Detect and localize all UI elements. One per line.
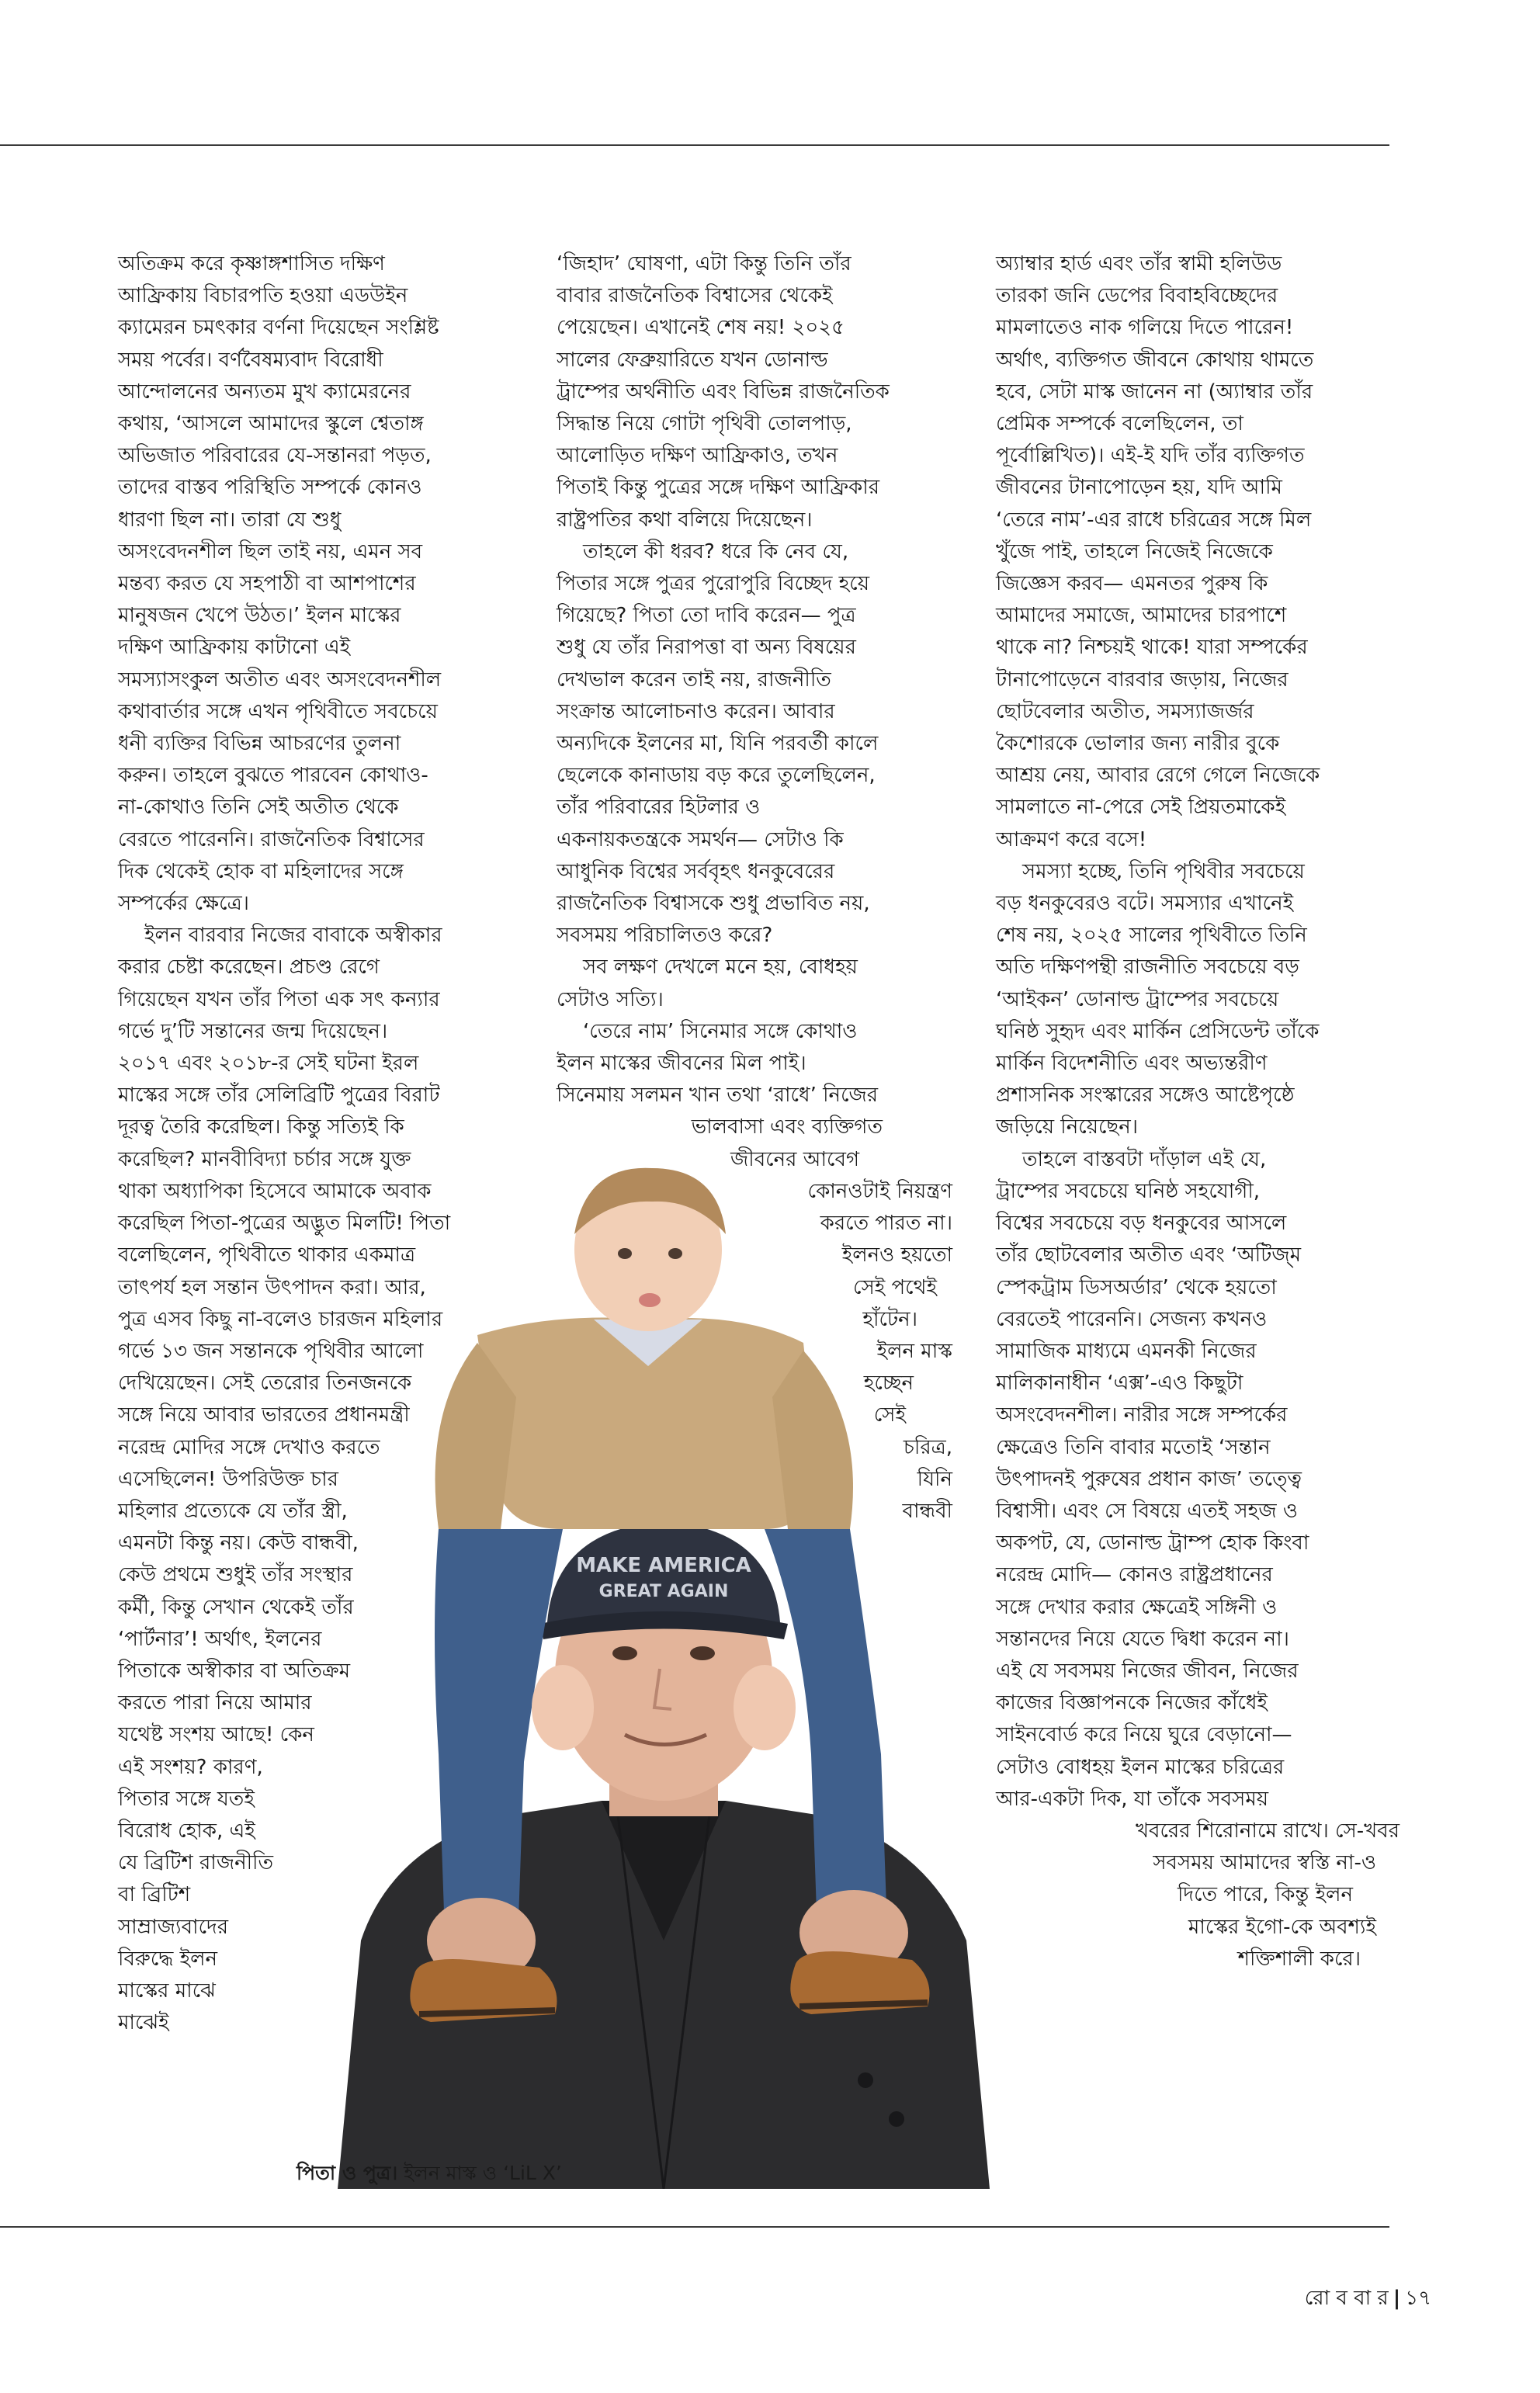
text-line: অতি দক্ষিণপন্থী রাজনীতি সবচেয়ে বড় <box>996 955 1299 980</box>
text-line: ক্ষেত্রেও তিনি বাবার মতোই ‘সন্তান <box>996 1435 1271 1459</box>
text-line: আধুনিক বিশ্বের সর্ববৃহৎ ধনকুবেরের <box>557 859 835 883</box>
text-line: পেয়েছেন। এখানেই শেষ নয়! ২০২৫ <box>557 316 845 340</box>
photo-caption <box>297 2158 562 2191</box>
text-line: ২০১৭ এবং ২০১৮-র সেই ঘটনা ইরল <box>118 1052 419 1076</box>
text-line: পিতার সঙ্গে যতই <box>118 1787 255 1811</box>
text-line: বিশ্বের সবচেয়ে বড় ধনকুবের আসলে <box>996 1212 1287 1236</box>
text-line: সেটাও বোধহয় ইলন মাস্কের চরিত্রের <box>996 1755 1285 1779</box>
text-line: প্রেমিক সম্পর্কে বলেছিলেন, তা <box>996 412 1243 436</box>
text-line: দক্ষিণ আফ্রিকায় কাটানো এই <box>118 636 351 660</box>
article-column-2 <box>557 248 960 1528</box>
text-line: ‘পার্টনার’! অর্থাৎ, ইলনের <box>118 1627 322 1651</box>
text-line: তারকা জনি ডেপের বিবাহবিচ্ছেদের <box>996 284 1278 308</box>
text-line: খুঁজে পাই, তাহলে নিজেই নিজেকে <box>996 539 1273 564</box>
cap-text: MAKE AMERICA <box>576 1554 751 1577</box>
text-line: করেছিল পিতা-পুত্রের অদ্ভুত মিলটি! পিতা <box>118 1212 451 1236</box>
text-line: ‘জিহাদ’ ঘোষণা, এটা কিন্তু তিনি তাঁর <box>557 252 852 276</box>
text-line: ধনী ব্যক্তির বিভিন্ন আচরণের তুলনা <box>118 732 401 756</box>
text-line: সময় পর্বের। বর্ণবৈষম্যবাদ বিরোধী <box>118 348 383 372</box>
text-line: অভিজাত পরিবারের যে-সন্তানরা পড়ত, <box>118 444 432 468</box>
text-line: এমনটা কিন্তু নয়। কেউ বান্ধবী, <box>118 1531 359 1555</box>
text-line: আন্দোলনের অন্যতম মুখ ক্যামেরনের <box>118 380 411 404</box>
text-line: শেষ নয়, ২০২৫ সালের পৃথিবীতে তিনি <box>996 924 1307 948</box>
text-line: কাজের বিজ্ঞাপনকে নিজের কাঁধেই <box>996 1691 1268 1715</box>
text-line: রাজনৈতিক বিশ্বাসকে শুধু প্রভাবিত নয়, <box>557 892 870 916</box>
text-line: গর্ভে দু’টি সন্তানের জন্ম দিয়েছেন। <box>118 1019 388 1043</box>
text-line: অ্যাম্বার হার্ড এবং তাঁর স্বামী হলিউড <box>996 252 1282 276</box>
caption-text: ইলন মাস্ক ও ‘LiL X’ <box>397 2162 562 2184</box>
text-line: করেছিল? মানবীবিদ্যা চর্চার সঙ্গে যুক্ত <box>118 1147 411 1171</box>
text-line: কৈশোরকে ভোলার জন্য নারীর বুকে <box>996 732 1280 756</box>
bottom-rule <box>0 2226 1389 2228</box>
text-line: আমাদের সমাজে, আমাদের চারপাশে <box>996 604 1287 628</box>
text-line: অর্থাৎ, ব্যক্তিগত জীবনে কোথায় থামতে <box>996 348 1314 372</box>
text-line: তাৎপর্য হল সন্তান উৎপাদন করা। আর, <box>118 1275 426 1299</box>
text-line: বা ব্রিটিশ <box>118 1883 191 1907</box>
text-line: এই যে সবসময় নিজের জীবন, নিজের <box>996 1659 1299 1683</box>
text-line: রাষ্ট্রপতির কথা বলিয়ে দিয়েছেন। <box>557 508 813 532</box>
text-line: আলোড়িত দক্ষিণ আফ্রিকাও, তখন <box>557 444 838 468</box>
text-line: কথায়, ‘আসলে আমাদের স্কুলে শ্বেতাঙ্গ <box>118 412 424 436</box>
text-line: শক্তিশালী করে। <box>1237 1947 1361 1971</box>
text-line: বড় ধনকুবেরও বটে। সমস্যার এখানেই <box>996 892 1294 916</box>
text-line: পূর্বোল্লিখিত)। এই-ই যদি তাঁর ব্যক্তিগত <box>996 444 1305 468</box>
text-line: স্পেকট্রাম ডিসঅর্ডার’ থেকে হয়তো <box>996 1275 1277 1299</box>
text-line: তাহলে বাস্তবটা দাঁড়াল এই যে, <box>1022 1147 1267 1171</box>
text-line: অসংবেদনশীল। নারীর সঙ্গে সম্পর্কের <box>996 1403 1288 1427</box>
text-line: সাম্রাজ্যবাদের <box>118 1915 229 1939</box>
text-line: সন্তানদের নিয়ে যেতে দ্বিধা করেন না। <box>996 1627 1289 1651</box>
text-line: মামলাতেও নাক গলিয়ে দিতে পারেন! <box>996 316 1294 340</box>
text-line: বেরতে পারেননি। রাজনৈতিক বিশ্বাসের <box>118 827 425 851</box>
text-line: পুত্র এসব কিছু না-বলেও চারজন মহিলার <box>118 1307 443 1331</box>
text-line: মাঝেই <box>118 2011 169 2035</box>
text-line: জড়িয়ে নিয়েছেন। <box>996 1115 1139 1139</box>
text-line: করার চেষ্টা করেছেন। প্রচণ্ড রেগে <box>118 955 380 980</box>
folio-separator: | <box>1393 2287 1401 2310</box>
text-line: অতিক্রম করে কৃষ্ণাঙ্গশাসিত দক্ষিণ <box>118 252 385 276</box>
text-line: কেউ প্রথমে শুধুই তাঁর সংস্থার <box>118 1563 353 1587</box>
text-line: দিতে পারে, কিন্তু ইলন <box>1177 1883 1353 1907</box>
text-line: দেখভাল করেন তাই নয়, রাজনীতি <box>557 668 831 692</box>
text-line: আক্রমণ করে বসে! <box>996 827 1147 851</box>
text-line: সঙ্গে দেখার করার ক্ষেত্রেই সঙ্গিনী ও <box>996 1595 1278 1619</box>
cap-text-2: GREAT AGAIN <box>598 1582 729 1601</box>
text-line: সেই <box>873 1403 906 1427</box>
folio <box>1305 2282 1431 2316</box>
text-line: বিরুদ্ধে ইলন <box>118 1947 218 1971</box>
text-line: সবসময় পরিচালিতও করে? <box>557 924 773 948</box>
text-line: পিতার সঙ্গে পুত্রর পুরোপুরি বিচ্ছেদ হয়ে <box>557 572 870 596</box>
text-line: গিয়েছেন যখন তাঁর পিতা এক সৎ কন্যার <box>118 987 440 1011</box>
text-line: তাদের বাস্তব পরিস্থিতি সম্পর্কে কোনও <box>118 476 422 500</box>
text-line: সিনেমায় সলমন খান তথা ‘রাধে’ নিজের <box>557 1084 879 1108</box>
text-line: সালের ফেব্রুয়ারিতে যখন ডোনাল্ড <box>557 348 828 372</box>
text-line: তাহলে কী ধরব? ধরে কি নেব যে, <box>583 539 849 564</box>
text-line: কথাবার্তার সঙ্গে এখন পৃথিবীতে সবচেয়ে <box>118 699 438 723</box>
text-line: সব লক্ষণ দেখলে মনে হয়, বোধহয় <box>583 955 858 980</box>
text-line: জীবনের টানাপোড়েন হয়, যদি আমি <box>996 476 1282 500</box>
text-line: হবে, সেটা মাস্ক জানেন না (অ্যাম্বার তাঁর <box>996 380 1313 404</box>
text-line: মার্কিন বিদেশনীতি এবং অভ্যন্তরীণ <box>996 1052 1268 1076</box>
article-column-3 <box>996 248 1400 1975</box>
text-line: ইলন বারবার নিজের বাবাকে অস্বীকার <box>144 924 442 948</box>
text-line: পিতাই কিন্তু পুত্রের সঙ্গে দক্ষিণ আফ্রিকার <box>557 476 880 500</box>
text-line: বিশ্বাসী। এবং সে বিষয়ে এতই সহজ ও <box>996 1499 1299 1523</box>
text-line: ইলন মাস্ক <box>876 1339 952 1363</box>
text-line: হচ্ছেন <box>863 1372 914 1396</box>
text-line: ভালবাসা এবং ব্যক্তিগত <box>691 1115 883 1139</box>
text-line: বাবার রাজনৈতিক বিশ্বাসের থেকেই <box>557 284 833 308</box>
text-line: আফ্রিকায় বিচারপতি হওয়া এডউইন <box>118 284 408 308</box>
text-line: ‘তেরে নাম’ সিনেমার সঙ্গে কোথাও <box>583 1019 858 1043</box>
text-line: সংক্রান্ত আলোচনাও করেন। আবার <box>557 699 835 723</box>
text-line: করুন। তাহলে বুঝতে পারবেন কোথাও- <box>118 764 428 788</box>
text-line: জিজ্ঞেস করব— এমনতর পুরুষ কি <box>996 572 1268 596</box>
text-line: মানুষজন খেপে উঠত।’ ইলন মাস্কের <box>118 604 401 628</box>
text-line: তাঁর পরিবারের হিটলার ও <box>557 796 761 820</box>
text-line: সিদ্ধান্ত নিয়ে গোটা পৃথিবী তোলপাড়, <box>557 412 852 436</box>
text-line: মাস্কের ইগো-কে অবশ্যই <box>1188 1915 1376 1939</box>
text-line: নরেন্দ্র মোদির সঙ্গে দেখাও করতে <box>118 1435 380 1459</box>
text-line: সামলাতে না-পেরে সেই প্রিয়তমাকেই <box>996 796 1286 820</box>
text-line: দেখিয়েছেন। সেই তেরোর তিনজনকে <box>118 1372 412 1396</box>
text-line: এসেছিলেন! উপরিউক্ত চার <box>118 1467 338 1491</box>
text-line: দূরত্ব তৈরি করেছিল। কিন্তু সত্যিই কি <box>118 1115 404 1139</box>
text-line: সমস্যাসংকুল অতীত এবং অসংবেদনশীল <box>118 668 442 692</box>
text-line: মালিকানাধীন ‘এক্স’-এও কিছুটা <box>996 1372 1243 1396</box>
text-line: নরেন্দ্র মোদি— কোনও রাষ্ট্রপ্রধানের <box>996 1563 1273 1587</box>
text-line: সামাজিক মাধ্যমে এমনকী নিজের <box>996 1339 1257 1363</box>
text-line: যিনি <box>917 1467 952 1491</box>
text-line: সঙ্গে নিয়ে আবার ভারতের প্রধানমন্ত্রী <box>118 1403 410 1427</box>
text-line: তাঁর ছোটবেলার অতীত এবং ‘অটিজ্ম <box>996 1243 1302 1268</box>
text-line: এই সংশয়? কারণ, <box>118 1755 263 1779</box>
text-line: থাকে না? নিশ্চয়ই থাকে! যারা সম্পর্কের <box>996 636 1308 660</box>
text-line: খবরের শিরোনামে রাখে। সে-খবর <box>1135 1819 1400 1843</box>
text-line: হাঁটেন। <box>862 1307 917 1331</box>
text-line: সম্পর্কের ক্ষেত্রে। <box>118 892 249 916</box>
text-line: উৎপাদনই পুরুষের প্রধান কাজ’ তত্ত্বে <box>996 1467 1302 1491</box>
caption-lead: পিতা ও পুত্র। <box>297 2162 398 2184</box>
text-line: জীবনের আবেগ <box>730 1147 859 1171</box>
text-line: টানাপোড়েনে বারবার জড়ায়, নিজের <box>996 668 1289 692</box>
text-line: কোনওটাই নিয়ন্ত্রণ <box>807 1179 952 1203</box>
text-line: করতে পারত না। <box>820 1212 952 1236</box>
text-line: আশ্রয় নেয়, আবার রেগে গেলে নিজেকে <box>996 764 1320 788</box>
text-line: থাকা অধ্যাপিকা হিসেবে আমাকে অবাক <box>118 1179 432 1203</box>
text-line: ‘তেরে নাম’-এর রাধে চরিত্রের সঙ্গে মিল <box>996 508 1312 532</box>
text-line: করতে পারা নিয়ে আমার <box>118 1691 312 1715</box>
text-line: মন্তব্য করত যে সহপাঠী বা আশপাশের <box>118 572 416 596</box>
text-line: মাস্কের মাঝে <box>118 1979 216 2003</box>
text-line: সেই পথেই <box>853 1275 937 1299</box>
text-line: অকপট, যে, ডোনাল্ড ট্রাম্প হোক কিংবা <box>996 1531 1309 1555</box>
text-line: অসংবেদনশীল ছিল তাই নয়, এমন সব <box>118 539 423 564</box>
text-line: ট্রাম্পের সবচেয়ে ঘনিষ্ঠ সহযোগী, <box>996 1179 1261 1203</box>
text-line: সেটাও সত্যি। <box>557 987 664 1011</box>
text-line: আর-একটা দিক, যা তাঁকে সবসময় <box>996 1787 1269 1811</box>
text-line: বিরোধ হোক, এই <box>118 1819 255 1843</box>
text-line: বেরতেই পারেননি। সেজন্য কখনও <box>996 1307 1268 1331</box>
article-column-1 <box>118 248 522 2039</box>
text-line: সমস্যা হচ্ছে, তিনি পৃথিবীর সবচেয়ে <box>1022 859 1305 883</box>
text-line: যে ব্রিটিশ রাজনীতি <box>118 1851 273 1875</box>
text-line: পিতাকে অস্বীকার বা অতিক্রম <box>118 1659 351 1683</box>
text-line: ক্যামেরন চমৎকার বর্ণনা দিয়েছেন সংশ্লিষ্ট <box>118 316 439 340</box>
text-line: ঘনিষ্ঠ সুহৃদ এবং মার্কিন প্রেসিডেন্ট তাঁকে <box>996 1019 1320 1043</box>
text-line: মাস্কের সঙ্গে তাঁর সেলিব্রিটি পুত্রের বিরাট <box>118 1084 440 1108</box>
text-line: গর্ভে ১৩ জন সন্তানকে পৃথিবীর আলো <box>118 1339 424 1363</box>
text-line: একনায়কতন্ত্রকে সমর্থন— সেটাও কি <box>557 827 844 851</box>
text-line: গিয়েছে? পিতা তো দাবি করেন— পুত্র <box>557 604 856 628</box>
text-line: দিক থেকেই হোক বা মহিলাদের সঙ্গে <box>118 859 404 883</box>
top-rule <box>0 144 1389 146</box>
text-line: ধারণা ছিল না। তারা যে শুধু <box>118 508 342 532</box>
text-line: ‘আইকন’ ডোনাল্ড ট্রাম্পের সবচেয়ে <box>996 987 1279 1011</box>
text-line: বলেছিলেন, পৃথিবীতে থাকার একমাত্র <box>118 1243 416 1268</box>
text-line: সাইনবোর্ড করে নিয়ে ঘুরে বেড়ানো— <box>996 1723 1292 1747</box>
text-line: প্রশাসনিক সংস্কারের সঙ্গেও আষ্টেপৃষ্ঠে <box>996 1084 1295 1108</box>
text-line: যথেষ্ট সংশয় আছে! কেন <box>118 1723 314 1747</box>
text-line: ছোটবেলার অতীত, সমস্যাজর্জর <box>996 699 1254 723</box>
text-line: বান্ধবী <box>902 1499 952 1523</box>
text-line: শুধু যে তাঁর নিরাপত্তা বা অন্য বিষয়ের <box>557 636 856 660</box>
text-line: ট্রাম্পের অর্থনীতি এবং বিভিন্ন রাজনৈতিক <box>557 380 890 404</box>
text-line: ইলন মাস্কের জীবনের মিল পাই। <box>557 1052 806 1076</box>
text-line: ইলনও হয়তো <box>841 1243 952 1268</box>
section-name: রো ব বা র <box>1304 2287 1389 2310</box>
text-line: সবসময় আমাদের স্বস্তি না-ও <box>1153 1851 1376 1875</box>
text-line: ছেলেকে কানাডায় বড় করে তুলেছিলেন, <box>557 764 876 788</box>
text-line: মহিলার প্রত্যেকে যে তাঁর স্ত্রী, <box>118 1499 348 1523</box>
page-number: ১৭ <box>1405 2287 1431 2310</box>
text-line: চরিত্র, <box>903 1435 952 1459</box>
text-line: অন্যদিকে ইলনের মা, যিনি পরবর্তী কালে <box>557 732 879 756</box>
text-line: না-কোথাও তিনি সেই অতীত থেকে <box>118 796 399 820</box>
text-line: কর্মী, কিন্তু সেখান থেকেই তাঁর <box>118 1595 354 1619</box>
